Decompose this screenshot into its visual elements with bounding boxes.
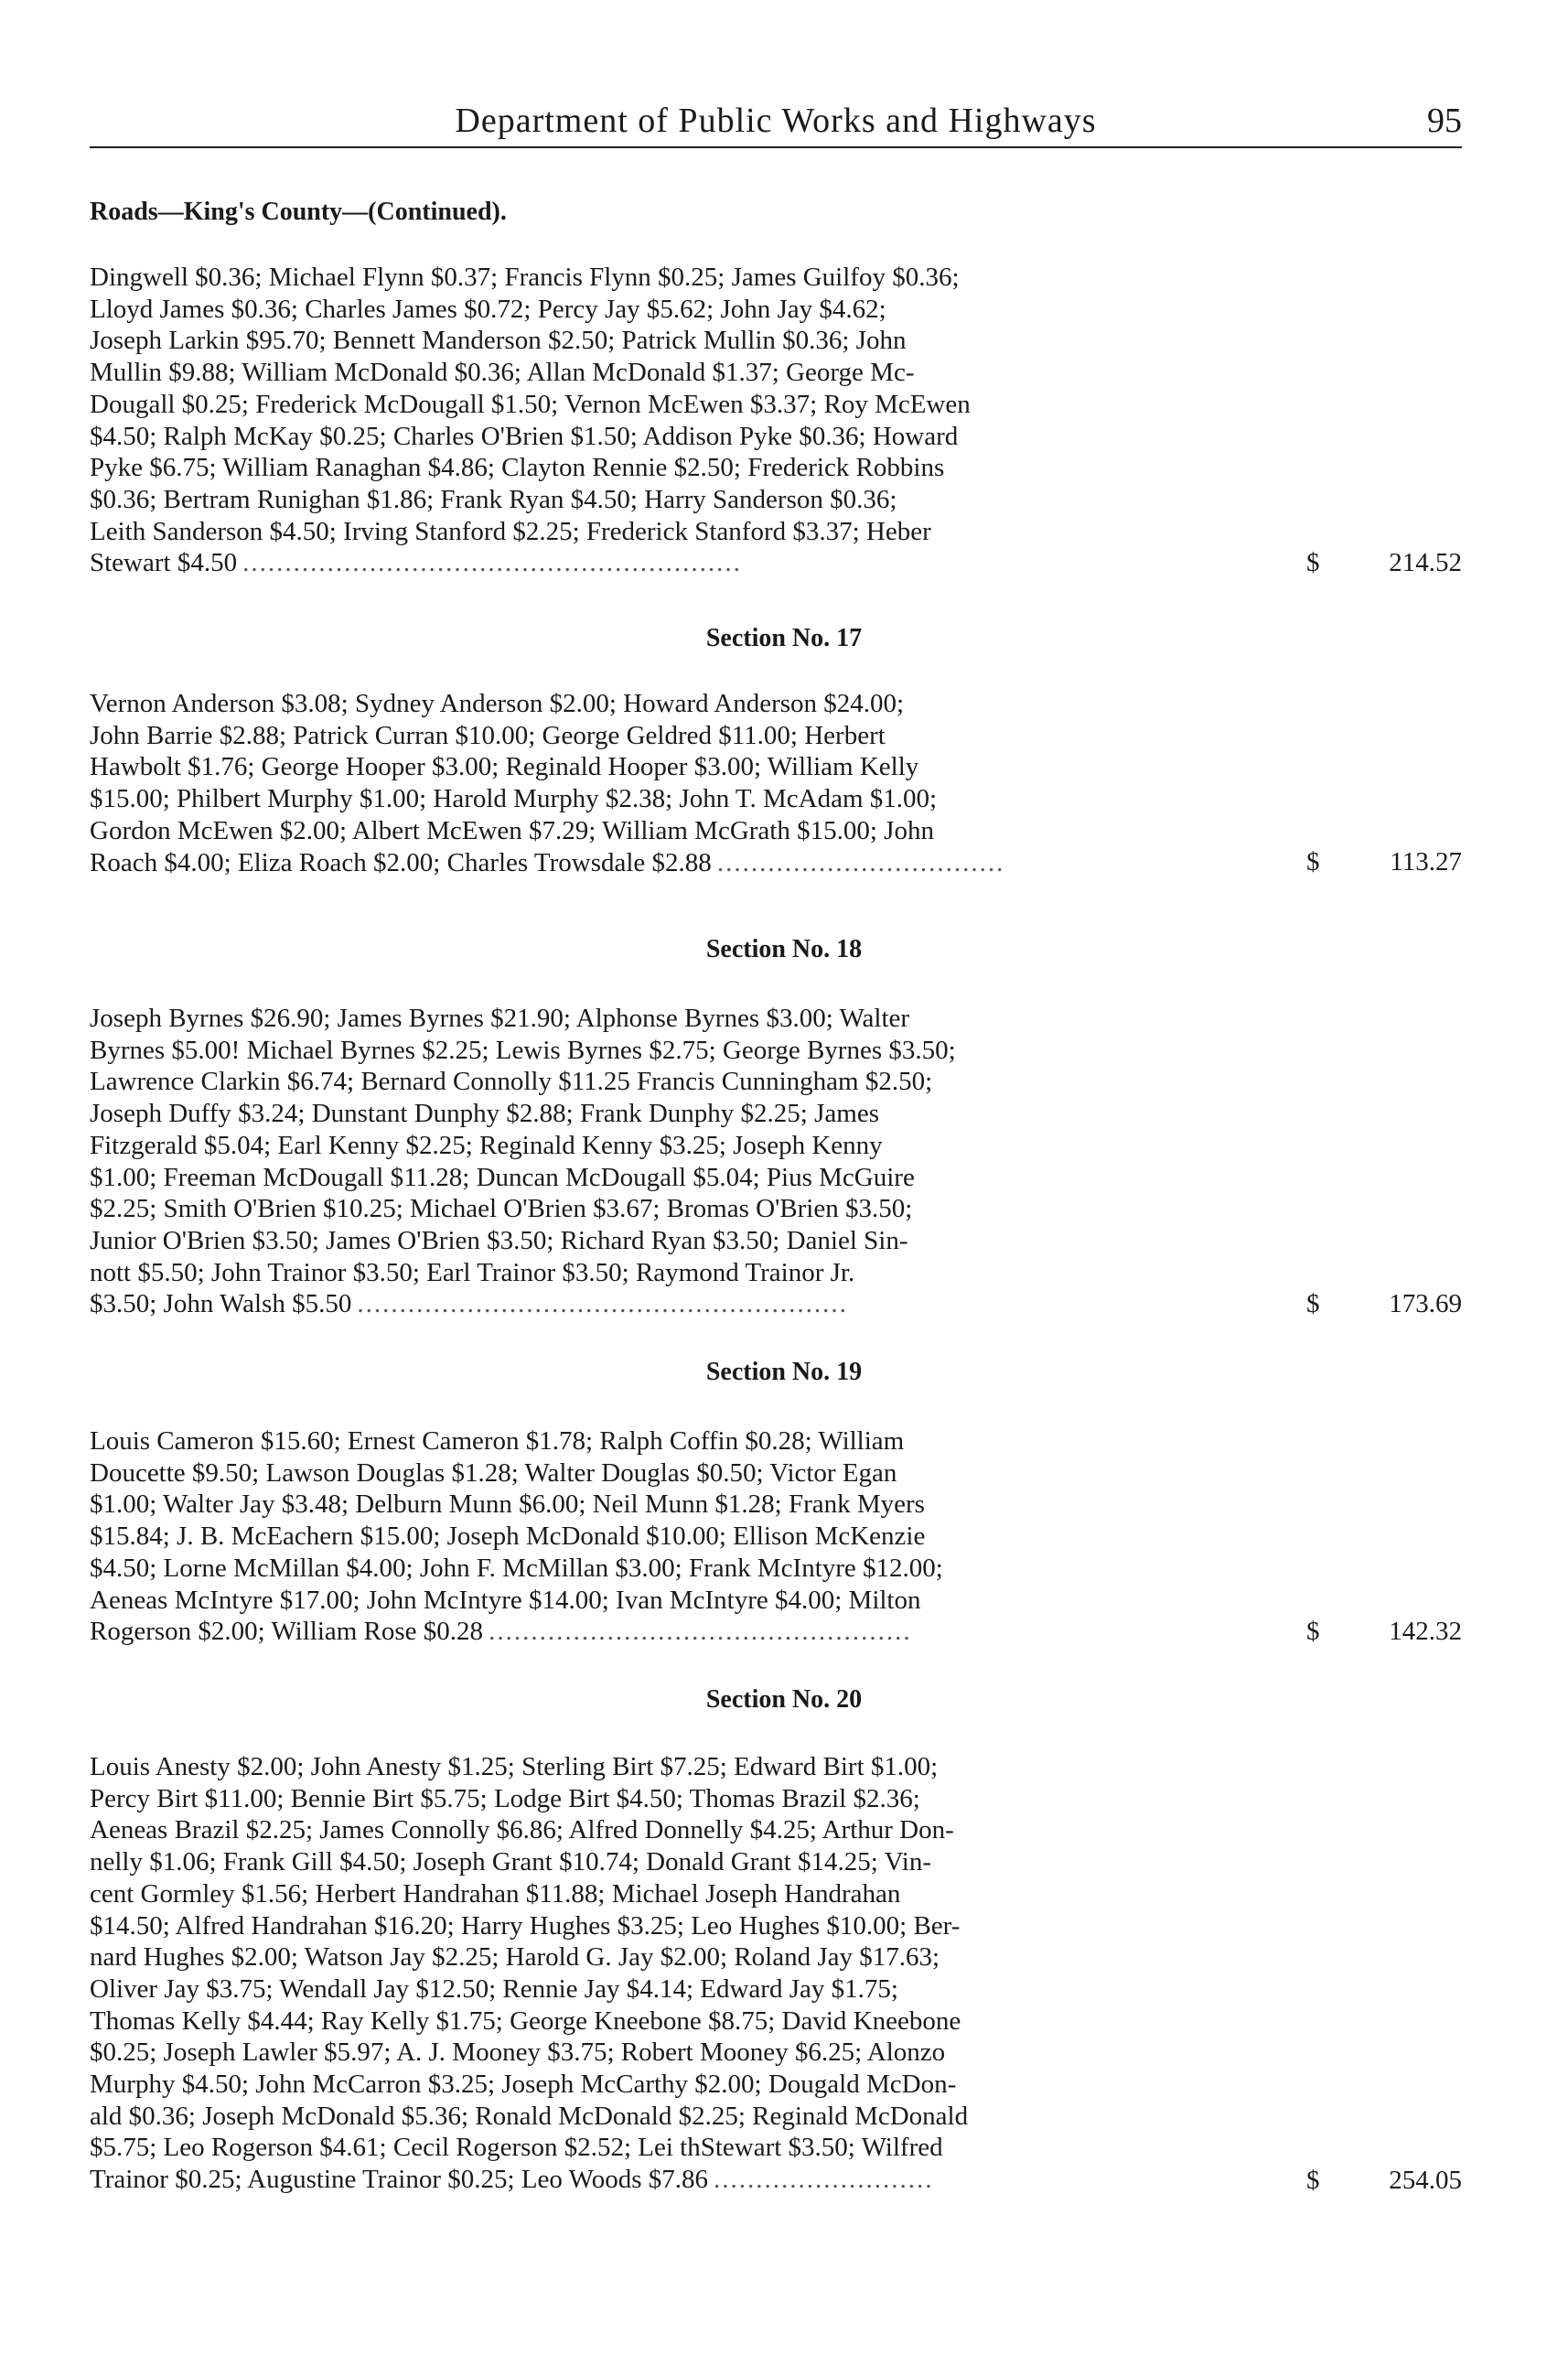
dollar-sign: $ bbox=[1306, 1617, 1320, 1646]
entry-line: Louis Cameron $15.60; Ernest Cameron $1.78; Ralph Coffin $0.28; William bbox=[90, 1426, 905, 1456]
entry-line: Murphy $4.50; John McCarron $3.25; Joseph McCarthy $2.00; Dougald McDon- bbox=[90, 2070, 957, 2100]
entry-line: nard Hughes $2.00; Watson Jay $2.25; Harold G. Jay $2.00; Roland Jay $17.63; bbox=[90, 1942, 940, 1973]
entry-line: Pyke $6.75; William Ranaghan $4.86; Clayton Rennie $2.50; Frederick Robbins bbox=[90, 453, 945, 483]
entry-last-line: Roach $4.00; Eliza Roach $2.00; Charles Trowsdale $2.88 .................................. bbox=[90, 847, 1005, 877]
entry-last-line: $3.50; John Walsh $5.50 .......................................................... bbox=[90, 1289, 848, 1319]
entry-paragraph bbox=[90, 688, 1279, 878]
dollar-sign: $ bbox=[1306, 2166, 1320, 2195]
entry-line: Vernon Anderson $3.08; Sydney Anderson $2.00; Howard Anderson $24.00; bbox=[90, 689, 905, 718]
entry-line: Fitzgerald $5.04; Earl Kenny $2.25; Reginald Kenny $3.25; Joseph Kenny bbox=[90, 1130, 883, 1160]
section-heading: Section No. 17 bbox=[705, 624, 863, 652]
dollar-sign: $ bbox=[1306, 847, 1320, 876]
entry-line: Dingwell $0.36; Michael Flynn $0.37; Francis Flynn $0.25; James Guilfoy $0.36; bbox=[90, 263, 960, 292]
section-total: 113.27 bbox=[1390, 847, 1462, 876]
table-caption: Roads—King's County—(Continued). bbox=[90, 198, 507, 226]
entry-paragraph bbox=[90, 1003, 1279, 1320]
section-heading: Section No. 19 bbox=[705, 1358, 863, 1386]
entry-line: Junior O'Brien $3.50; James O'Brien $3.50; Richard Ryan $3.50; Daniel Sin- bbox=[90, 1225, 908, 1255]
entry-line: Byrnes $5.00! Michael Byrnes $2.25; Lewis Byrnes $2.75; George Byrnes $3.50; bbox=[90, 1035, 956, 1065]
entry-last-line: Trainor $0.25; Augustine Trainor $0.25; Leo Woods $7.86 .......................... bbox=[90, 2165, 934, 2195]
section-heading: Section No. 18 bbox=[705, 935, 863, 963]
entry-paragraph bbox=[90, 1425, 1279, 1648]
section-heading: Section No. 20 bbox=[705, 1685, 863, 1714]
entry-line: $0.25; Joseph Lawler $5.97; A. J. Mooney $3.75; Robert Mooney $6.25; Alonzo bbox=[90, 2038, 946, 2068]
section-total: 254.05 bbox=[1389, 2166, 1462, 2195]
entry-line: $4.50; Lorne McMillan $4.00; John F. McMillan $3.00; Frank McIntyre $12.00; bbox=[90, 1553, 943, 1583]
leader-dots: .................................. bbox=[716, 847, 1005, 877]
entry-paragraph bbox=[90, 1751, 1279, 2196]
entry-line: $2.25; Smith O'Brien $10.25; Michael O'Brien $3.67; Bromas O'Brien $3.50; bbox=[90, 1194, 913, 1224]
entry-line: nott $5.50; John Trainor $3.50; Earl Trainor $3.50; Raymond Trainor Jr. bbox=[90, 1257, 855, 1287]
entry-last-line: Stewart $4.50 ........................................................... bbox=[90, 548, 742, 578]
entry-line: $15.00; Philbert Murphy $1.00; Harold Murphy $2.38; John T. McAdam $1.00; bbox=[90, 784, 938, 814]
entry-line: $5.75; Leo Rogerson $4.61; Cecil Rogerson $2.52; Lei thStewart $3.50; Wilfred bbox=[90, 2133, 943, 2163]
entry-line: $14.50; Alfred Handrahan $16.20; Harry Hughes $3.25; Leo Hughes $10.00; Ber- bbox=[90, 1910, 961, 1941]
entry-line: Joseph Duffy $3.24; Dunstant Dunphy $2.88; Frank Dunphy $2.25; James bbox=[90, 1099, 879, 1129]
entry-line: $15.84; J. B. McEachern $15.00; Joseph McDonald $10.00; Ellison McKenzie bbox=[90, 1522, 926, 1552]
entry-line: Thomas Kelly $4.44; Ray Kelly $1.75; George Kneebone $8.75; David Kneebone bbox=[90, 2006, 961, 2036]
entry-line: Percy Birt $11.00; Bennie Birt $5.75; Lodge Birt $4.50; Thomas Brazil $2.36; bbox=[90, 1783, 920, 1813]
leader-dots: .................................................. bbox=[489, 1617, 912, 1647]
entry-line: Joseph Byrnes $26.90; James Byrnes $21.90; Alphonse Byrnes $3.00; Walter bbox=[90, 1004, 910, 1033]
entry-line: $4.50; Ralph McKay $0.25; Charles O'Brien $1.50; Addison Pyke $0.36; Howard bbox=[90, 421, 959, 451]
leader-dots: .......................................................... bbox=[357, 1289, 848, 1319]
running-title: Department of Public Works and Highways bbox=[455, 102, 1097, 140]
leader-dots: .......................... bbox=[713, 2165, 934, 2195]
page-header bbox=[90, 99, 1462, 148]
entry-line: Dougall $0.25; Frederick McDougall $1.50; Vernon McEwen $3.37; Roy McEwen bbox=[90, 389, 971, 419]
entry-line: Lawrence Clarkin $6.74; Bernard Connolly $11.25 Francis Cunningham $2.50; bbox=[90, 1067, 933, 1097]
entry-line: $0.36; Bertram Runighan $1.86; Frank Ryan $4.50; Harry Sanderson $0.36; bbox=[90, 484, 897, 514]
entry-line: $1.00; Walter Jay $3.48; Delburn Munn $6.00; Neil Munn $1.28; Frank Myers bbox=[90, 1489, 925, 1520]
entry-line: Louis Anesty $2.00; John Anesty $1.25; Sterling Birt $7.25; Edward Birt $1.00; bbox=[90, 1752, 939, 1781]
entry-paragraph bbox=[90, 262, 1279, 579]
dollar-sign: $ bbox=[1306, 1289, 1320, 1318]
entry-line: Leith Sanderson $4.50; Irving Stanford $2.25; Frederick Stanford $3.37; Heber bbox=[90, 516, 931, 546]
entry-line: nelly $1.06; Frank Gill $4.50; Joseph Grant $10.74; Donald Grant $14.25; Vin- bbox=[90, 1847, 931, 1877]
section-total: 142.32 bbox=[1389, 1617, 1462, 1646]
entry-last-line: Rogerson $2.00; William Rose $0.28 .................................................. bbox=[90, 1617, 912, 1647]
section-total: 173.69 bbox=[1389, 1289, 1462, 1318]
entry-line: Oliver Jay $3.75; Wendall Jay $12.50; Rennie Jay $4.14; Edward Jay $1.75; bbox=[90, 1973, 898, 2004]
entry-line: cent Gormley $1.56; Herbert Handrahan $11.88; Michael Joseph Handrahan bbox=[90, 1878, 901, 1909]
entry-line: Gordon McEwen $2.00; Albert McEwen $7.29; William McGrath $15.00; John bbox=[90, 815, 934, 845]
dollar-sign: $ bbox=[1306, 548, 1320, 577]
entry-line: Lloyd James $0.36; Charles James $0.72; Percy Jay $5.62; John Jay $4.62; bbox=[90, 294, 886, 324]
entry-line: Hawbolt $1.76; George Hooper $3.00; Reginald Hooper $3.00; William Kelly bbox=[90, 752, 919, 782]
leader-dots: ........................................................... bbox=[242, 548, 742, 578]
section-total: 214.52 bbox=[1389, 548, 1462, 577]
entry-line: $1.00; Freeman McDougall $11.28; Duncan McDougall $5.04; Pius McGuire bbox=[90, 1162, 915, 1192]
entry-line: John Barrie $2.88; Patrick Curran $10.00; George Geldred $11.00; Herbert bbox=[90, 720, 886, 750]
entry-line: ald $0.36; Joseph McDonald $5.36; Ronald McDonald $2.25; Reginald McDonald bbox=[90, 2101, 969, 2131]
entry-line: Aeneas Brazil $2.25; James Connolly $6.86; Alfred Donnelly $4.25; Arthur Don- bbox=[90, 1815, 954, 1845]
entry-line: Doucette $9.50; Lawson Douglas $1.28; Walter Douglas $0.50; Victor Egan bbox=[90, 1457, 897, 1488]
entry-line: Aeneas McIntyre $17.00; John McIntyre $14.00; Ivan McIntyre $4.00; Milton bbox=[90, 1585, 921, 1615]
entry-line: Joseph Larkin $95.70; Bennett Manderson $2.50; Patrick Mullin $0.36; John bbox=[90, 326, 907, 356]
page-number: 95 bbox=[1427, 102, 1462, 140]
entry-line: Mullin $9.88; William McDonald $0.36; Allan McDonald $1.37; George Mc- bbox=[90, 358, 915, 388]
